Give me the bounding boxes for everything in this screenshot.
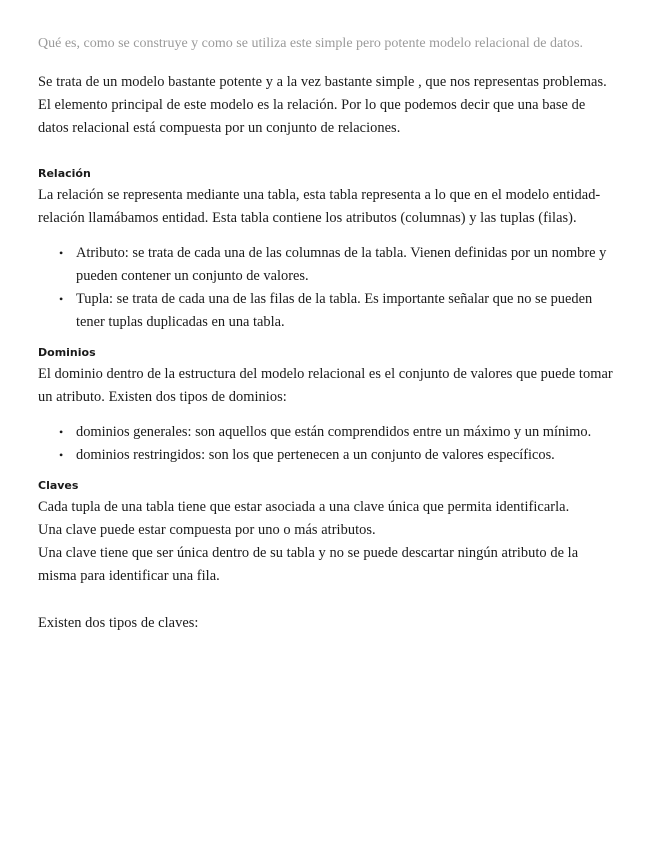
claves-line-3: Una clave tiene que ser única dentro de su tabla y no se puede descartar ningún atributo de la misma para identificar una fila. [38, 545, 579, 584]
bullet-icon: • [59, 425, 64, 439]
claves-line-1: Cada tupla de una tabla tiene que estar asociada a una clave única que permita identificarla. [38, 499, 570, 515]
heading-relacion: Relación [38, 167, 91, 180]
dominios-paragraph: El dominio dentro de la estructura del modelo relacional es el conjunto de valores que puede tomar un atributo. Existen dos tipos de dominios: [38, 366, 613, 405]
list-item [59, 242, 618, 288]
bullet-icon: • [59, 448, 64, 462]
heading-dominios: Dominios [38, 346, 96, 359]
list-item-text: dominios restringidos: son los que pertenecen a un conjunto de valores específicos. [76, 447, 555, 463]
list-item-text: dominios generales: son aquellos que están comprendidos entre un máximo y un mínimo. [76, 424, 592, 440]
document-subtitle: Qué es, como se construye y como se utiliza este simple pero potente modelo relacional de datos. [38, 36, 584, 51]
claves-line-2: Una clave puede estar compuesta por uno o más atributos. [38, 522, 376, 538]
relacion-list [38, 242, 618, 334]
relacion-paragraph: La relación se representa mediante una tabla, esta tabla representa a lo que en el modelo entidad-relación llamábamos entidad. Esta tabla contiene los atributos (columnas) y las tuplas (filas). [38, 187, 601, 226]
bullet-icon: • [59, 292, 64, 306]
list-item-text: Tupla: se trata de cada una de las filas de la tabla. Es importante señalar que no se pueden tener tuplas duplicadas en una tabla. [76, 291, 593, 330]
claves-tipos: Existen dos tipos de claves: [38, 615, 199, 631]
dominios-list [38, 421, 618, 467]
heading-claves: Claves [38, 479, 79, 492]
list-item [59, 421, 618, 444]
list-item-text: Atributo: se trata de cada una de las columnas de la tabla. Vienen definidas por un nombre y pueden contener un conjunto de valores. [76, 245, 607, 284]
document-content [38, 36, 618, 635]
spacer [38, 588, 618, 612]
list-item [59, 288, 618, 334]
intro-paragraph: Se trata de un modelo bastante potente y a la vez bastante simple , que nos representas problemas. El elemento principal de este modelo es la relación. Por lo que podemos decir que una base de datos relacional está compuesta por un conjunto de relaciones. [38, 74, 607, 136]
list-item [59, 444, 618, 467]
bullet-icon: • [59, 246, 64, 260]
